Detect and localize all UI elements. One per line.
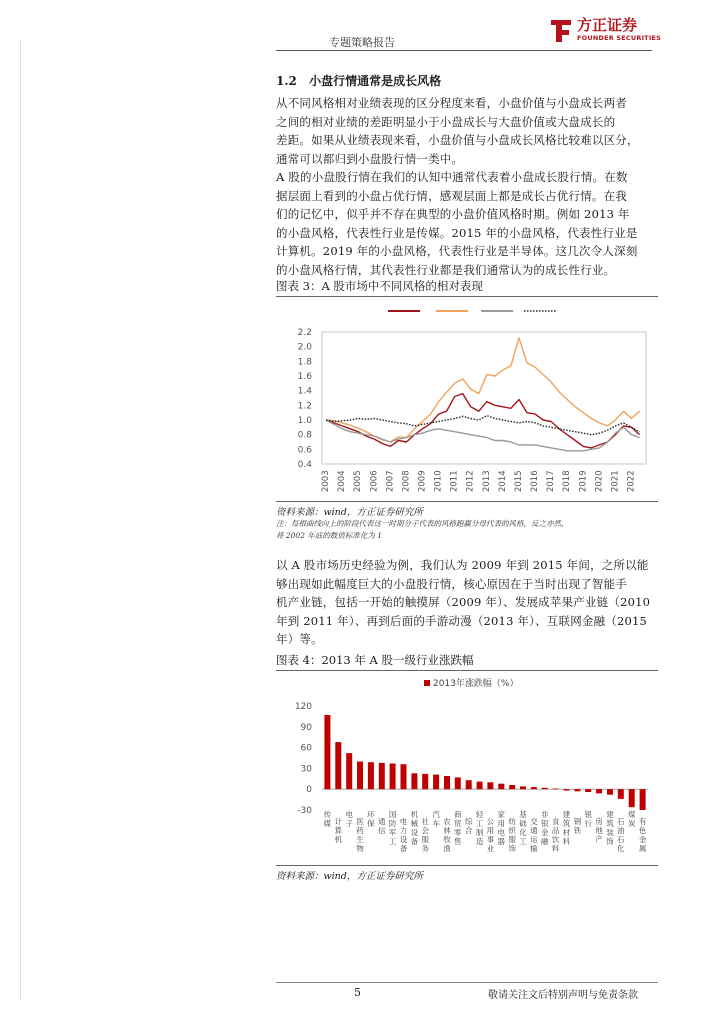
category-label-char: 合 bbox=[464, 826, 473, 835]
x-tick-label: 2017 bbox=[546, 470, 557, 492]
category-label-char: 防 bbox=[388, 819, 397, 828]
category-label-char: 务 bbox=[421, 844, 429, 853]
category-label-char: 通 bbox=[530, 826, 538, 835]
category-label-char: 地 bbox=[595, 826, 603, 835]
series-line bbox=[326, 420, 640, 451]
category-label-char: 生 bbox=[356, 835, 364, 844]
category-label-char: 子 bbox=[345, 819, 353, 828]
category-label-char: 算 bbox=[334, 826, 343, 835]
paragraph-line: 的小盘风格，代表性行业是传媒。2015 年的小盘风格，代表性行业是 bbox=[276, 225, 638, 240]
category-label-char: 公 bbox=[486, 817, 495, 826]
logo-name: 方正证券 bbox=[577, 16, 638, 34]
paragraph-line: 计算机。2019 年的小盘风格，代表性行业是半导体。这几次令人深刻 bbox=[276, 244, 638, 258]
logo-subtitle: FOUNDER SECURITIES bbox=[577, 34, 661, 42]
x-tick-label: 2011 bbox=[449, 470, 460, 492]
x-tick-label: 2019 bbox=[578, 470, 589, 492]
note-line: 注：每根曲线向上的阶段代表这一时期分子代表的风格跑赢分母代表的风格，反之亦然， bbox=[276, 519, 569, 528]
category-label-char: 料 bbox=[551, 844, 560, 853]
category-label-char: 筑 bbox=[562, 819, 571, 828]
x-tick-label: 2005 bbox=[353, 470, 364, 492]
category-label-char: 纺 bbox=[508, 817, 516, 826]
bar bbox=[422, 774, 428, 789]
paragraph-line: 的小盘风格行情，其代表性行业都是我们通常认为的成长性行业。 bbox=[276, 262, 616, 277]
category-label-char: 备 bbox=[399, 844, 408, 853]
category-label-char: 信 bbox=[378, 826, 386, 835]
category-label-char: 环 bbox=[367, 810, 375, 819]
bar bbox=[509, 785, 515, 789]
x-tick-label: 2004 bbox=[337, 470, 348, 492]
bar bbox=[379, 763, 385, 789]
category-label-char: 石 bbox=[617, 817, 625, 826]
category-label-char: 机 bbox=[334, 835, 343, 844]
y-tick-label: 2.0 bbox=[297, 342, 312, 353]
bar bbox=[553, 789, 559, 790]
bar bbox=[564, 789, 570, 790]
paragraph-line: 从不同风格相对业绩表现的区分程度来看，小盘价值与小盘成长两者 bbox=[276, 96, 627, 110]
category-label-char: 汽 bbox=[432, 810, 440, 819]
figure3-chart bbox=[276, 300, 658, 500]
category-label-char: 产 bbox=[595, 835, 603, 844]
note-line: 将 2002 年底的数值标准化为 1 bbox=[276, 531, 383, 540]
bar bbox=[640, 789, 646, 810]
category-label-char: 药 bbox=[356, 826, 364, 835]
bar bbox=[574, 789, 580, 791]
category-label-char: 造 bbox=[475, 837, 484, 846]
y-tick-label: -30 bbox=[297, 806, 312, 816]
category-label-char: 国 bbox=[388, 810, 397, 819]
category-label-char: 融 bbox=[541, 837, 549, 846]
category-label-char: 军 bbox=[388, 828, 397, 837]
bar bbox=[357, 762, 363, 790]
x-tick-label: 2008 bbox=[401, 470, 412, 492]
figure4-source: 资料来源：wind，方正证券研究所 bbox=[276, 871, 423, 882]
x-tick-label: 2020 bbox=[594, 470, 605, 492]
category-label-char: 电 bbox=[399, 817, 408, 826]
category-label-char: 家 bbox=[497, 810, 506, 819]
figure3-source: 资料来源：wind，方正证券研究所 bbox=[276, 507, 423, 518]
paragraph-line: 机产业链，包括一开始的触摸屏（2009 年）、发展成苹果产业链（2010 bbox=[276, 595, 651, 609]
bar bbox=[411, 773, 417, 789]
category-label-char: 煤 bbox=[627, 810, 636, 819]
category-label-char: 农 bbox=[443, 817, 451, 826]
category-label-char: 工 bbox=[519, 837, 527, 846]
category-label-char: 化 bbox=[519, 828, 527, 837]
category-label-char: 工 bbox=[388, 837, 397, 846]
category-label-char: 交 bbox=[530, 817, 538, 826]
category-label-char: 装 bbox=[606, 828, 614, 837]
category-label-char: 非 bbox=[541, 810, 549, 819]
category-label-char: 力 bbox=[399, 826, 408, 835]
paragraph-1 bbox=[276, 94, 658, 168]
bar bbox=[542, 788, 548, 789]
paragraph-line: 年到 2011 年）、再到后面的手游动漫（2013 年）、互联网金融（2015 bbox=[276, 613, 648, 628]
bar bbox=[433, 775, 439, 790]
y-tick-label: 0 bbox=[306, 785, 312, 796]
y-tick-label: 30 bbox=[300, 764, 312, 775]
category-label-char: 会 bbox=[421, 826, 429, 835]
y-tick-label: 1.0 bbox=[297, 416, 312, 426]
paragraph-line: A 股的小盘股行情在我们的认知中通常代表着小盘成长股行情。在数 bbox=[276, 170, 628, 184]
category-label-char: 有 bbox=[638, 817, 647, 826]
category-label-char: 社 bbox=[421, 817, 429, 826]
x-tick-label: 2015 bbox=[513, 470, 524, 492]
figure4-top-rule bbox=[276, 670, 658, 671]
category-label-char: 轻 bbox=[475, 810, 484, 819]
y-tick-label: 0.6 bbox=[297, 445, 312, 456]
bar bbox=[607, 789, 613, 795]
category-label-char: 饮 bbox=[551, 835, 560, 844]
category-label-char: 售 bbox=[454, 837, 462, 846]
figure3-note bbox=[276, 518, 658, 542]
bar bbox=[487, 782, 493, 789]
figure4-chart bbox=[276, 674, 658, 864]
figure3-top-rule bbox=[276, 296, 658, 297]
category-label-char: 商 bbox=[454, 810, 462, 819]
bar bbox=[477, 782, 483, 790]
series-line bbox=[326, 394, 640, 448]
paragraph-line: 差距。如果从业绩表现来看，小盘价值与小盘成长风格比较难以区分， bbox=[276, 133, 639, 147]
bar bbox=[498, 784, 504, 790]
plot-frame bbox=[322, 332, 646, 464]
category-label-char: 输 bbox=[530, 844, 538, 853]
category-label-char: 金 bbox=[638, 835, 647, 844]
x-tick-label: 2014 bbox=[497, 470, 508, 492]
x-tick-label: 2012 bbox=[465, 470, 476, 492]
paragraph-line: 据层面上看到的小盘占优行情，感观层面上都是成长占优行情。在我 bbox=[276, 188, 627, 203]
category-label-char: 贸 bbox=[454, 819, 462, 828]
paragraph-2 bbox=[276, 168, 658, 279]
bar bbox=[368, 762, 374, 789]
category-label-char: 饰 bbox=[606, 837, 614, 846]
y-tick-label: 2.2 bbox=[297, 328, 312, 338]
category-label-char: 制 bbox=[475, 828, 484, 837]
category-label-char: 品 bbox=[551, 826, 560, 835]
category-label-char: 运 bbox=[530, 835, 538, 844]
category-label-char: 通 bbox=[378, 817, 386, 826]
category-label-char: 林 bbox=[443, 826, 451, 835]
bar bbox=[455, 777, 461, 789]
figure3-title: 图表 3：A 股市场中不同风格的相对表现 bbox=[276, 279, 483, 293]
report-type: 专题策略报告 bbox=[329, 36, 395, 49]
category-label-char: 炭 bbox=[627, 819, 636, 828]
category-label-char: 综 bbox=[464, 817, 473, 826]
category-label-char: 物 bbox=[356, 844, 364, 853]
category-label-char: 建 bbox=[562, 810, 571, 819]
category-label-char: 设 bbox=[399, 835, 408, 844]
category-label-char: 备 bbox=[410, 837, 419, 846]
category-label-char: 钢 bbox=[573, 817, 582, 826]
paragraph-3 bbox=[276, 556, 658, 649]
bar bbox=[401, 764, 407, 789]
category-label-char: 饰 bbox=[508, 844, 516, 853]
category-label-char: 石 bbox=[617, 835, 625, 844]
category-label-char: 银 bbox=[541, 819, 549, 828]
y-tick-label: 1.6 bbox=[297, 372, 312, 382]
category-label-char: 房 bbox=[595, 817, 603, 826]
y-tick-label: 1.2 bbox=[297, 401, 312, 412]
header-rule bbox=[276, 50, 652, 51]
legend-swatch bbox=[424, 680, 430, 686]
category-label-char: 材 bbox=[562, 828, 571, 837]
category-label-char: 基 bbox=[519, 810, 527, 819]
figure4-bottom-rule bbox=[276, 865, 658, 866]
category-label-char: 机 bbox=[410, 810, 419, 819]
category-label-char: 建 bbox=[606, 810, 614, 819]
category-label-char: 媒 bbox=[323, 819, 332, 828]
category-label-char: 础 bbox=[519, 819, 527, 828]
bar bbox=[324, 715, 330, 789]
bar bbox=[466, 780, 472, 789]
disclaimer-link[interactable]: 敬请关注文后特别声明与免责条款 bbox=[488, 990, 638, 1001]
x-tick-label: 2022 bbox=[626, 470, 637, 492]
bar bbox=[531, 787, 537, 789]
bar bbox=[390, 764, 396, 790]
bar bbox=[585, 789, 591, 792]
founder-logo-icon bbox=[548, 16, 574, 44]
figure4-title: 图表 4：2013 年 A 股一级行业涨跌幅 bbox=[276, 653, 474, 667]
category-label-char: 计 bbox=[334, 817, 343, 826]
y-tick-label: 90 bbox=[300, 722, 312, 733]
paragraph-line: 年）等。 bbox=[276, 632, 323, 646]
category-label-char: 械 bbox=[410, 819, 419, 828]
category-label-char: 用 bbox=[486, 826, 495, 835]
category-label-char: 金 bbox=[541, 828, 549, 837]
category-label-char: 传 bbox=[323, 810, 332, 819]
category-label-char: 保 bbox=[367, 819, 375, 828]
category-label-char: 设 bbox=[410, 828, 419, 837]
legend-label: 2013年涨跌幅（%） bbox=[433, 679, 519, 689]
y-tick-label: 1.8 bbox=[297, 357, 312, 368]
category-label-char: 食 bbox=[551, 817, 560, 826]
section-title: 小盘行情通常是成长风格 bbox=[309, 74, 442, 88]
x-tick-label: 2007 bbox=[385, 470, 396, 492]
category-label-char: 银 bbox=[584, 810, 592, 819]
category-label-char: 色 bbox=[638, 826, 647, 835]
page-number: 5 bbox=[354, 986, 361, 999]
paragraph-line: 通常可以都归到小盘股行情一类中。 bbox=[276, 151, 464, 166]
category-label-char: 服 bbox=[421, 835, 429, 844]
y-tick-label: 0.8 bbox=[297, 430, 312, 441]
category-label-char: 业 bbox=[486, 844, 495, 853]
y-tick-label: 120 bbox=[294, 702, 312, 712]
x-tick-label: 2006 bbox=[369, 470, 380, 492]
category-label-char: 筑 bbox=[606, 819, 614, 828]
footer-rule bbox=[276, 982, 658, 983]
category-label-char: 织 bbox=[508, 826, 516, 835]
section-heading bbox=[276, 72, 441, 89]
category-label-char: 服 bbox=[508, 835, 516, 844]
y-tick-label: 60 bbox=[300, 743, 312, 754]
category-label-char: 零 bbox=[454, 828, 462, 837]
margin-rule bbox=[20, 40, 21, 1000]
series-line bbox=[326, 338, 640, 442]
category-label-char: 油 bbox=[617, 826, 625, 835]
bar bbox=[520, 786, 526, 789]
figure3-bottom-rule bbox=[276, 501, 658, 502]
paragraph-line: 之间的相对业绩的差距明显小于小盘成长与大盘价值或大盘成长的 bbox=[276, 114, 616, 129]
category-label-char: 车 bbox=[432, 819, 440, 828]
paragraph-line: 以 A 股市场历史经验为例，我们认为 2009 年到 2015 年间，之所以能 bbox=[276, 558, 649, 572]
category-label-char: 牧 bbox=[443, 835, 451, 844]
bar bbox=[629, 789, 635, 807]
x-tick-label: 2010 bbox=[433, 470, 444, 492]
bar bbox=[444, 776, 450, 789]
x-tick-label: 2009 bbox=[417, 470, 428, 492]
category-label-char: 化 bbox=[617, 844, 625, 853]
bar bbox=[335, 742, 341, 789]
category-label-char: 用 bbox=[497, 819, 506, 828]
x-tick-label: 2021 bbox=[610, 470, 621, 492]
bar bbox=[596, 789, 602, 793]
bar bbox=[346, 753, 352, 789]
y-tick-label: 1.4 bbox=[297, 386, 312, 397]
category-label-char: 行 bbox=[584, 819, 592, 828]
category-label-char: 铁 bbox=[573, 826, 582, 835]
x-tick-label: 2016 bbox=[530, 470, 541, 492]
category-label-char: 属 bbox=[638, 844, 647, 853]
category-label-char: 器 bbox=[497, 837, 506, 846]
category-label-char: 工 bbox=[475, 819, 484, 828]
x-tick-label: 2003 bbox=[321, 470, 332, 492]
category-label-char: 料 bbox=[562, 837, 571, 846]
category-label-char: 事 bbox=[486, 835, 495, 844]
category-label-char: 电 bbox=[497, 828, 506, 837]
category-label-char: 渔 bbox=[443, 844, 451, 853]
category-label-char: 医 bbox=[356, 817, 364, 826]
paragraph-line: 够出现如此幅度巨大的小盘股行情，核心原因在于当时出现了智能手 bbox=[276, 576, 627, 591]
x-tick-label: 2018 bbox=[562, 470, 573, 492]
x-tick-label: 2013 bbox=[481, 470, 492, 492]
paragraph-line: 们的记忆中，似乎并不存在典型的小盘价值风格时期。例如 2013 年 bbox=[276, 207, 630, 221]
category-label-char: 电 bbox=[345, 810, 353, 819]
section-number: 1.2 bbox=[276, 74, 297, 88]
y-tick-label: 0.4 bbox=[297, 460, 312, 470]
bar bbox=[618, 789, 624, 799]
